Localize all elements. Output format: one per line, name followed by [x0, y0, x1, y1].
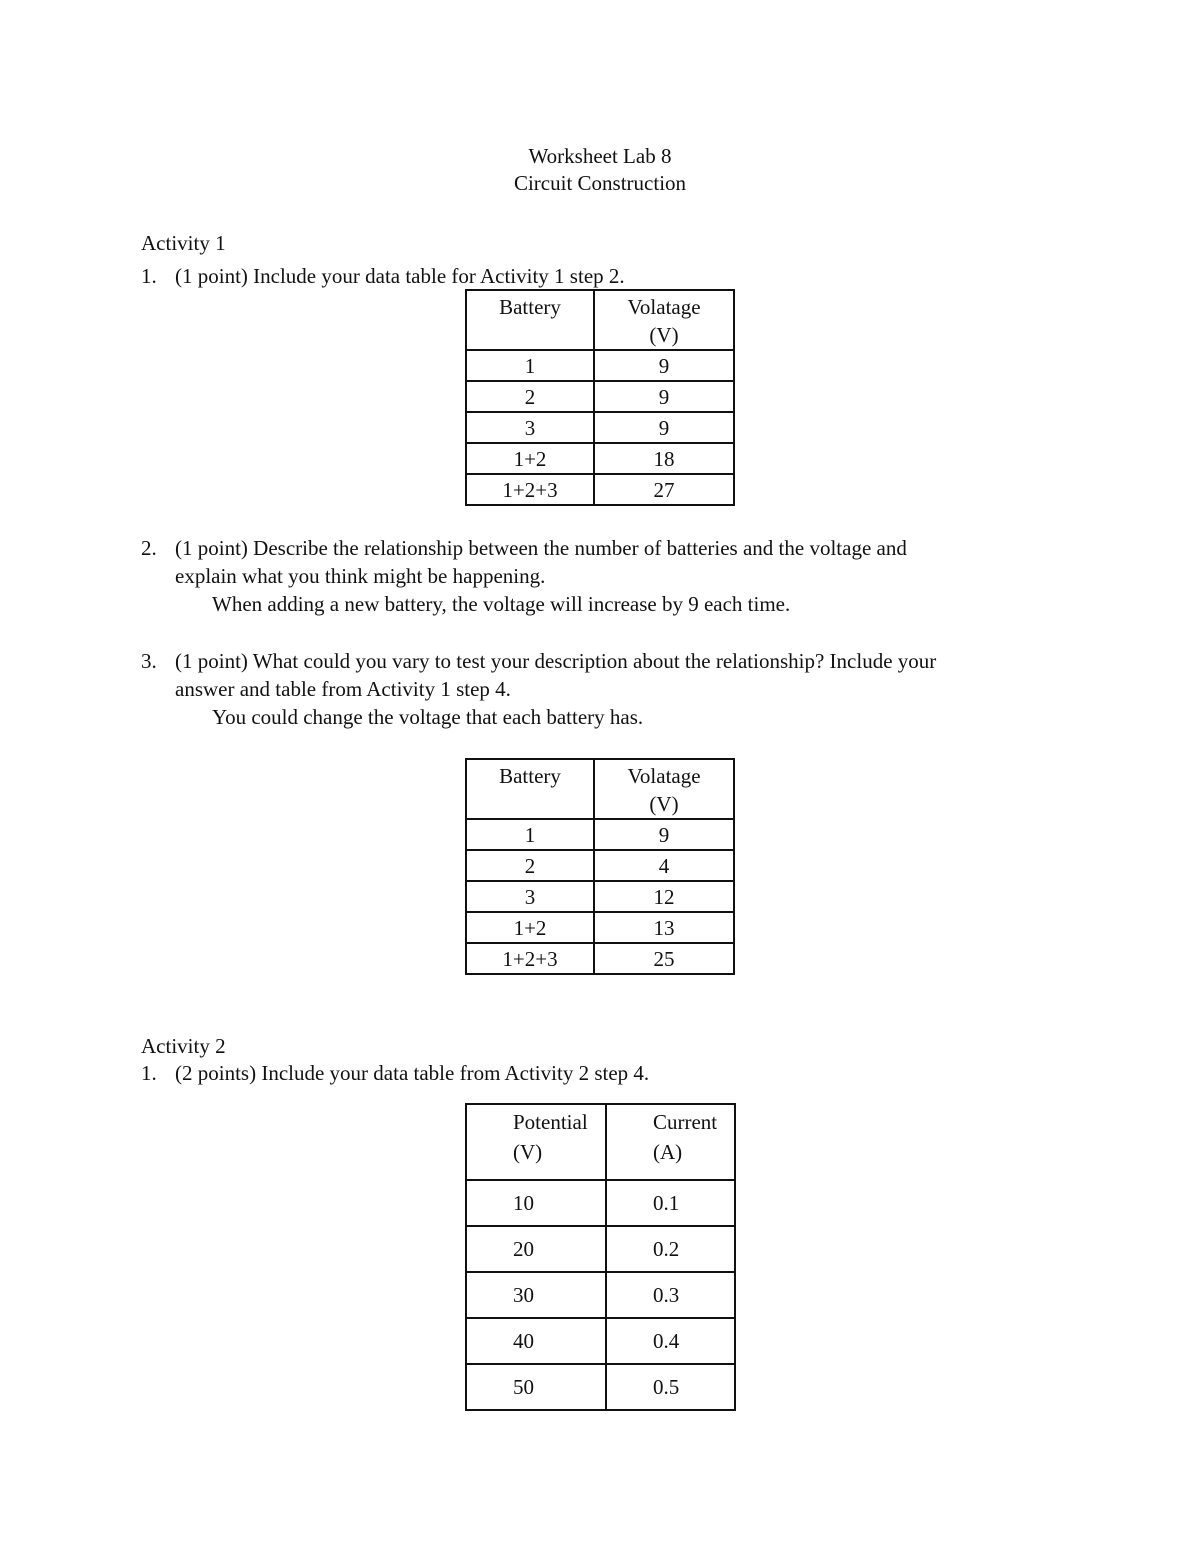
table-cell: 0.2 — [606, 1226, 735, 1272]
table-cell: 9 — [594, 381, 734, 412]
table-cell: 20 — [466, 1226, 606, 1272]
table-cell: 0.4 — [606, 1318, 735, 1364]
activity1-table-step2 — [465, 289, 735, 506]
table-row — [466, 1272, 735, 1318]
table-cell: 30 — [466, 1272, 606, 1318]
table-cell: 13 — [594, 912, 734, 943]
table-header-row — [466, 759, 734, 819]
table-row — [466, 819, 734, 850]
table-cell: 1 — [466, 819, 594, 850]
header-cell: Volatage (V) — [594, 759, 734, 819]
table-row — [466, 850, 734, 881]
table-row — [466, 443, 734, 474]
table-cell: 1+2 — [466, 912, 594, 943]
table-row — [466, 912, 734, 943]
header-cell: Potential (V) — [466, 1104, 606, 1180]
table-cell: 3 — [466, 881, 594, 912]
table-cell: 0.5 — [606, 1364, 735, 1410]
header-cell: Battery — [466, 759, 594, 819]
table-row — [466, 474, 734, 505]
table-cell: 50 — [466, 1364, 606, 1410]
activity2-heading: Activity 2 — [141, 1034, 226, 1058]
table-cell: 4 — [594, 850, 734, 881]
a1-q2-text-line2: explain what you think might be happening. — [175, 564, 546, 588]
a1-q2-number: 2. — [141, 536, 157, 560]
a1-q1-number: 1. — [141, 264, 157, 288]
table-header-row — [466, 1104, 735, 1180]
a1-q3-number: 3. — [141, 649, 157, 673]
table-cell: 2 — [466, 381, 594, 412]
table-row — [466, 1226, 735, 1272]
table-row — [466, 412, 734, 443]
table-row — [466, 943, 734, 974]
page-subtitle: Circuit Construction — [513, 171, 687, 195]
table-cell: 10 — [466, 1180, 606, 1226]
table-cell: 9 — [594, 350, 734, 381]
table-cell: 1+2+3 — [466, 943, 594, 974]
table-cell: 2 — [466, 850, 594, 881]
table-cell: 0.1 — [606, 1180, 735, 1226]
a1-q3-text-line2: answer and table from Activity 1 step 4. — [175, 677, 511, 701]
activity2-table-step4 — [465, 1103, 736, 1411]
table-cell: 25 — [594, 943, 734, 974]
a2-q1-number: 1. — [141, 1061, 157, 1085]
table-row — [466, 881, 734, 912]
a2-q1-text: (2 points) Include your data table from Activity 2 step 4. — [175, 1061, 650, 1085]
a1-q3-answer: You could change the voltage that each battery has. — [212, 705, 644, 729]
table-cell: 40 — [466, 1318, 606, 1364]
table-cell: 12 — [594, 881, 734, 912]
table-cell: 9 — [594, 412, 734, 443]
a1-q2-text-line1: (1 point) Describe the relationship between the number of batteries and the voltage and — [175, 536, 907, 560]
table-row — [466, 1180, 735, 1226]
table-row — [466, 381, 734, 412]
a1-q1-text: (1 point) Include your data table for Activity 1 step 2. — [175, 264, 625, 288]
header-cell: Current (A) — [606, 1104, 735, 1180]
activity1-heading: Activity 1 — [141, 231, 226, 255]
table-row — [466, 1318, 735, 1364]
a1-q2-answer: When adding a new battery, the voltage will increase by 9 each time. — [212, 592, 791, 616]
table-row — [466, 350, 734, 381]
a1-q3-text-line1: (1 point) What could you vary to test your description about the relationship? Include your — [175, 649, 937, 673]
table-row — [466, 1364, 735, 1410]
table-cell: 3 — [466, 412, 594, 443]
table-cell: 1+2 — [466, 443, 594, 474]
table-cell: 27 — [594, 474, 734, 505]
table-header-row — [466, 290, 734, 350]
table-cell: 18 — [594, 443, 734, 474]
table-cell: 0.3 — [606, 1272, 735, 1318]
header-cell: Volatage (V) — [594, 290, 734, 350]
activity1-table-step4 — [465, 758, 735, 975]
table-cell: 9 — [594, 819, 734, 850]
table-cell: 1+2+3 — [466, 474, 594, 505]
page-title: Worksheet Lab 8 — [528, 144, 672, 168]
header-cell: Battery — [466, 290, 594, 350]
table-cell: 1 — [466, 350, 594, 381]
